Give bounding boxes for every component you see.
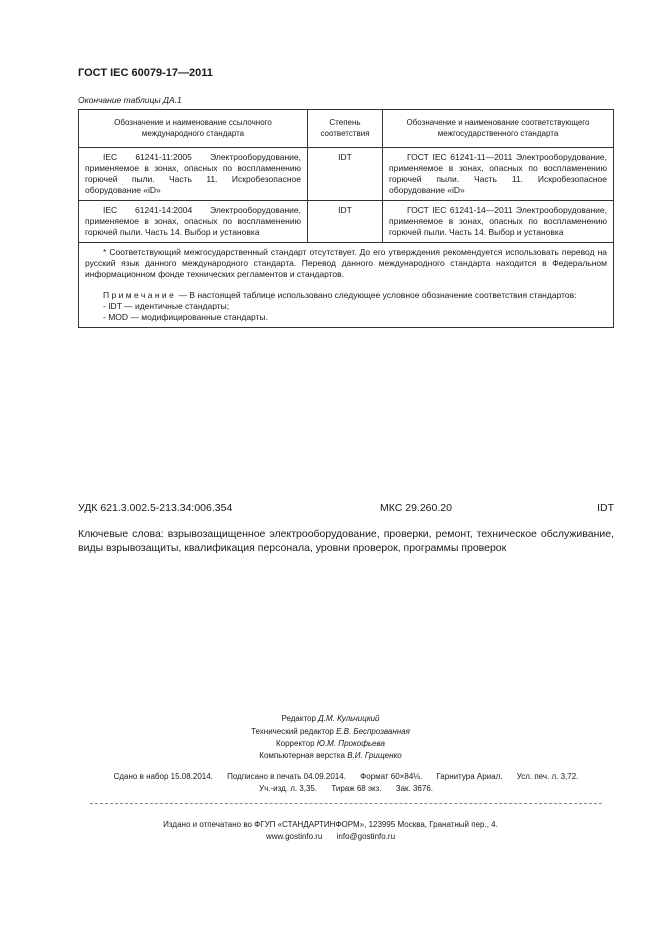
table-footnote: * Соответствующий межгосударственный стандарт отсутствует. До его утверждения рекомендуется использовать перевод на русский язык данного международного стандарта. Перевод данного международного стандарта находится в Федеральном информационном фонде технических регламентов и стандартов. (85, 247, 607, 279)
print-info-line-1 (78, 771, 614, 783)
print-info-item: Сдано в набор 15.08.2014. (113, 772, 213, 781)
credit-layout (0, 750, 661, 762)
note-list-item: - MOD — модифицированные стандарты. (103, 312, 268, 322)
print-info-item: Уч.-изд. л. 3,35. (258, 784, 318, 793)
publisher-website: www.gostinfo.ru (265, 832, 323, 841)
degree-cell: IDT (308, 201, 383, 243)
document-header: ГОСТ IEC 60079-17—2011 (78, 67, 213, 79)
udk-code: УДК 621.3.002.5-213.34:006.354 (78, 502, 233, 514)
interstate-standard-cell: ГОСТ IEC 61241-14—2011 Электрооборудование, применяемое в зонах, опасных по воспламенению горючей пыли. Часть 14. Выбор и установка (383, 201, 614, 243)
publisher-info (0, 819, 661, 843)
note-label: Примечание (103, 290, 177, 300)
table-notes-cell (79, 243, 614, 328)
table-row (79, 201, 614, 243)
publisher-email: info@gostinfo.ru (336, 832, 396, 841)
intl-standard-cell: IEC 61241-11:2005 Электрооборудование, применяемое в зонах, опасных по воспламенению горючей пыли. Часть 11. Искробезопасное оборудование «iD» (79, 148, 308, 201)
credit-role: Технический редактор (251, 727, 334, 736)
degree-code: IDT (597, 502, 614, 514)
credit-name: Д.М. Кульчицкий (318, 714, 380, 723)
print-info-item: Зак. 3676. (395, 784, 433, 793)
intl-standard-cell: IEC 61241-14:2004 Электрооборудование, применяемое в зонах, опасных по воспламенению горючей пыли. Часть 14. Выбор и установка (79, 201, 308, 243)
print-info-line-2 (78, 783, 614, 795)
credit-role: Компьютерная верстка (259, 751, 345, 760)
mks-code: МКС 29.260.20 (380, 502, 452, 514)
publisher-contacts (0, 831, 661, 843)
table-notes-row (79, 243, 614, 328)
print-info-item: Формат 60×84⅛. (360, 772, 423, 781)
credit-name: Ю.М. Прокофьева (316, 739, 385, 748)
publisher-line: Издано и отпечатано во ФГУП «СТАНДАРТИНФОРМ», 123995 Москва, Гранатный пер., 4. (163, 820, 498, 829)
column-header-intl: Обозначение и наименование ссылочного международного стандарта (79, 110, 308, 148)
credit-tech-editor (0, 726, 661, 738)
keywords: Ключевые слова: взрывозащищенное электрооборудование, проверки, ремонт, техническое обслуживание, виды взрывозащиты, квалификация персонала, уровни проверок, программы проверок (78, 528, 614, 554)
note-text: — В настоящей таблице использовано следующее условное обозначение соответствия стандартов: (176, 290, 577, 300)
interstate-standard-cell: ГОСТ IEC 61241-11—2011 Электрооборудование, применяемое в зонах, опасных по воспламенению горючей пыли. Часть 11. Искробезопасное оборудование «iD» (383, 148, 614, 201)
print-info-item: Подписано в печать 04.09.2014. (227, 772, 346, 781)
table-caption: Окончание таблицы ДА.1 (78, 95, 182, 105)
table-note (85, 290, 607, 301)
credit-role: Редактор (281, 714, 316, 723)
credit-name: Е.В. Беспрозванная (336, 727, 410, 736)
credit-editor (0, 713, 661, 725)
print-info-item: Усл. печ. л. 3,72. (516, 772, 579, 781)
print-info (78, 771, 614, 795)
credit-proofreader (0, 738, 661, 750)
divider (90, 803, 602, 804)
table-header-row (79, 110, 614, 148)
note-list-item: - IDT — идентичные стандарты; (103, 301, 230, 311)
reference-table (78, 109, 614, 328)
print-info-item: Тираж 68 экз. (331, 784, 382, 793)
degree-cell: IDT (308, 148, 383, 201)
column-header-degree: Степень соответствия (308, 110, 383, 148)
print-info-item: Гарнитура Ариал. (436, 772, 503, 781)
credit-role: Корректор (276, 739, 315, 748)
column-header-interstate: Обозначение и наименование соответствующего межгосударственного стандарта (383, 110, 614, 148)
table-row (79, 148, 614, 201)
credit-name: В.И. Грищенко (347, 751, 402, 760)
